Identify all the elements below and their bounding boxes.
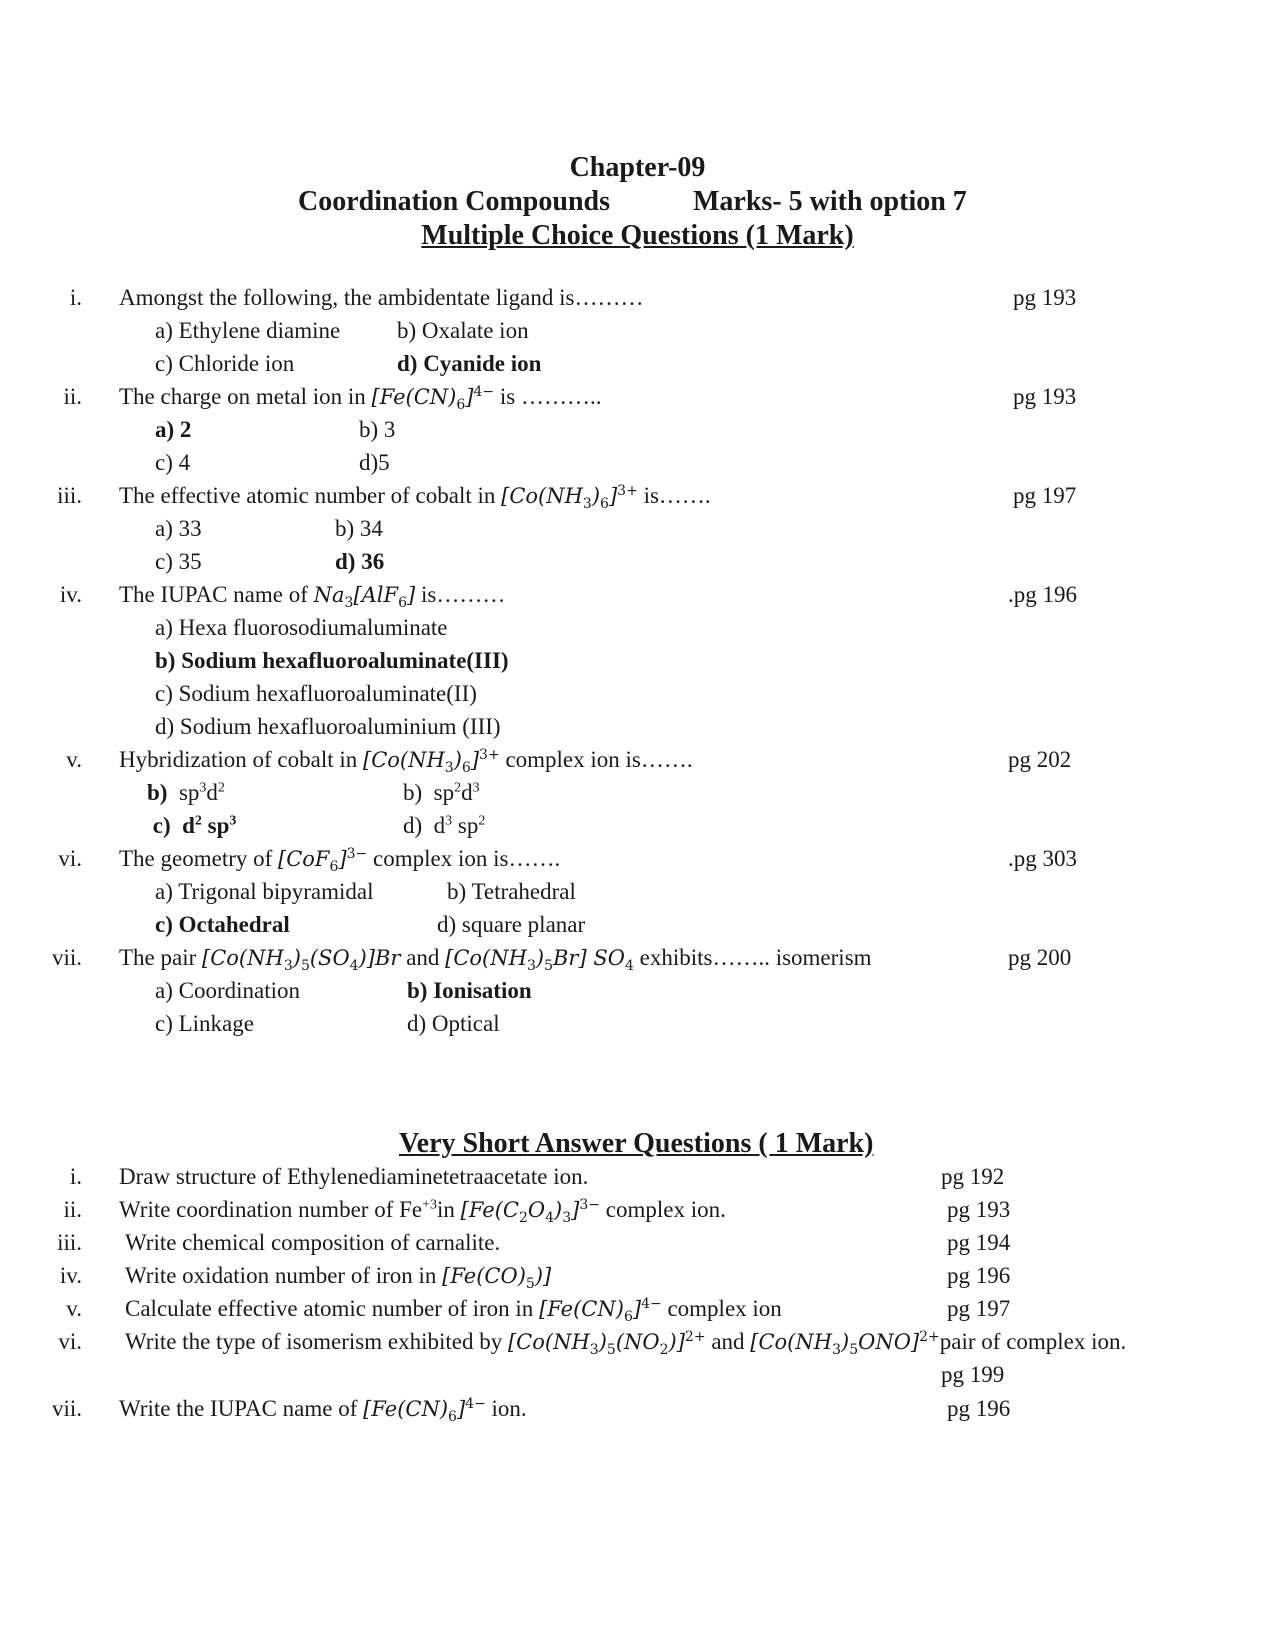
question-text (119, 482, 711, 513)
question-text: Write chemical composition of carnalite. (125, 1230, 501, 1255)
question-text-pre: Hybridization of cobalt in (119, 747, 363, 772)
question-text (119, 845, 561, 876)
question-text-post: complex ion is……. (499, 747, 693, 772)
question-number: vii. (51, 945, 82, 970)
option-a: a) Coordination (155, 978, 300, 1003)
formula-fe-cn6: $[Fe(CN)_6]^{4-}$ (371, 384, 495, 414)
formula-fe-c2o4-3: $[Fe(C_2O_4)_3]^{3-}$ (460, 1197, 600, 1227)
formula-fe-cn6: $[Fe(CN)_6]^{4-}$ (363, 1396, 486, 1426)
question-text-pre: Write coordination number of Fe (119, 1197, 423, 1222)
option-a-correct: a) 2 (155, 417, 192, 442)
option-b: b) $sp^2d^3$ (403, 780, 480, 805)
question-number: iv. (59, 582, 82, 607)
question-number: v. (66, 747, 82, 772)
option-b-correct: b) Sodium hexafluoroaluminate(III) (155, 648, 509, 673)
option-c: c) 35 (155, 549, 202, 574)
option-c: c) Linkage (155, 1011, 254, 1036)
option-d: d) Sodium hexafluoroaluminium (III) (155, 714, 501, 739)
chapter-title: Chapter-09 (569, 152, 706, 183)
question-text (125, 1262, 552, 1293)
option-d: d) square planar (437, 912, 586, 937)
option-d: d)5 (359, 450, 390, 475)
question-text-post: pair of complex ion. (939, 1329, 1127, 1354)
page-ref: pg 193 (947, 1197, 1011, 1222)
question-number: ii. (63, 1197, 82, 1222)
question-text: Draw structure of Ethylenediaminetetraacetate ion. (119, 1164, 589, 1189)
question-number: vi. (58, 846, 82, 871)
question-text-post: is ……….. (494, 384, 602, 409)
question-number: vii. (51, 1396, 82, 1421)
question-text-post: ion. (485, 1396, 527, 1421)
option-letter: d) (403, 813, 423, 838)
question-number: iii. (57, 1230, 82, 1255)
option-b: b) Oxalate ion (397, 318, 529, 343)
question-text (125, 1328, 1127, 1359)
page-ref: pg 197 (947, 1296, 1011, 1321)
question-text-post: complex ion (661, 1296, 782, 1321)
question-number: i. (69, 1164, 82, 1189)
question-text (119, 944, 872, 975)
question-text (119, 1395, 527, 1426)
question-text-post: is……. (637, 483, 711, 508)
question-text-pre: The effective atomic number of cobalt in (119, 483, 502, 508)
question-text-pre: The pair (119, 945, 203, 970)
option-a: a) Trigonal bipyramidal (155, 879, 374, 904)
formula-fe-co5: $[Fe(CO)_5)$] (442, 1264, 552, 1293)
option-c: c) Chloride ion (155, 351, 295, 376)
option-a: b) $sp^3d^2$ (147, 780, 225, 805)
question-text (119, 383, 602, 414)
question-text-post: complex ion. (600, 1197, 726, 1222)
page-ref: pg 194 (947, 1230, 1011, 1255)
formula-co-nh3-5-br-so4: $[Co(NH_3)_5Br]$ $SO_4$ (445, 946, 634, 975)
page-ref: pg 193 (1013, 285, 1077, 310)
option-b: b) 3 (359, 417, 396, 442)
oxidation-state-superscript: +3 (422, 1197, 438, 1213)
question-text (119, 746, 693, 777)
option-d-correct: d) Cyanide ion (397, 351, 542, 376)
question-text-pre: The IUPAC name of (119, 582, 314, 607)
page-ref: pg 202 (1008, 747, 1072, 772)
formula-co-nh3-5-so4-br: $[Co(NH_3)_5(SO_4)]Br$ (202, 946, 401, 975)
question-number: ii. (63, 384, 82, 409)
page-ref: pg 196 (947, 1263, 1011, 1288)
question-number: i. (69, 285, 82, 310)
question-text (119, 581, 506, 612)
question-number: iv. (59, 1263, 82, 1288)
option-c-correct: c) Octahedral (155, 912, 290, 937)
page-ref: pg 197 (1013, 483, 1077, 508)
page-ref: pg 199 (941, 1362, 1005, 1387)
question-text-mid: and (705, 1329, 751, 1354)
page-ref: pg 200 (1008, 945, 1072, 970)
question-text: Amongst the following, the ambidentate ligand is……… (119, 285, 644, 310)
question-text (125, 1295, 782, 1326)
option-letter: b) (147, 780, 168, 805)
option-b-correct: b) Ionisation (407, 978, 532, 1003)
mcq-heading: Multiple Choice Questions (1 Mark) (421, 220, 854, 251)
question-text-pre: Write the type of isomerism exhibited by (125, 1329, 508, 1354)
page-ref: pg 196 (947, 1396, 1011, 1421)
question-text-pre: The geometry of (119, 846, 279, 871)
formula-co-nh3-5-ono: $[Co(NH_3)_5ONO]^{2+}$ (750, 1329, 940, 1359)
marks-label: Marks- 5 with option 7 (693, 186, 967, 217)
formula-na3-alf6: $Na_3[AlF_6]$ (313, 583, 416, 612)
vsa-heading: Very Short Answer Questions ( 1 Mark) (399, 1128, 874, 1159)
page-ref: .pg 303 (1008, 846, 1077, 871)
page-ref: pg 192 (941, 1164, 1005, 1189)
option-letter: c) (152, 813, 171, 838)
formula-co-nh3-6: $[Co(NH_3)_6]^{3+}$ (363, 747, 500, 777)
question-text-mid: in (437, 1197, 461, 1222)
formula-co-nh3-5-no2: $[Co(NH_3)_5(NO_2)]^{2+}$ (507, 1329, 706, 1359)
option-a: a) Hexa fluorosodiumaluminate (155, 615, 448, 640)
question-text (119, 1196, 726, 1227)
option-c: c) Sodium hexafluoroaluminate(II) (155, 681, 477, 706)
page-ref: pg 193 (1013, 384, 1077, 409)
question-text-pre: Write the IUPAC name of (119, 1396, 364, 1421)
question-text-pre: Calculate effective atomic number of iron in (125, 1296, 540, 1321)
option-d: d) Optical (407, 1011, 500, 1036)
option-a: a) 33 (155, 516, 202, 541)
topic-title: Coordination Compounds (298, 186, 610, 217)
option-c-correct: c) $d^2$ $sp^3$ (152, 813, 237, 838)
question-number: vi. (58, 1329, 82, 1354)
page-ref: .pg 196 (1008, 582, 1077, 607)
question-text-pre: The charge on metal ion in (119, 384, 372, 409)
option-d: d) $d^3$ $sp^2$ (403, 813, 486, 838)
option-c: c) 4 (155, 450, 191, 475)
question-number: v. (66, 1296, 82, 1321)
formula-fe-cn6: $[Fe(CN)_6]^{4-}$ (539, 1296, 662, 1326)
formula-co-nh3-6: $[Co(NH_3)_6]^{3+}$ (501, 483, 638, 513)
formula-cof6: $[CoF_6]^{3-}$ (278, 846, 368, 876)
question-text-mid: and (400, 945, 446, 970)
option-b: b) Tetrahedral (447, 879, 576, 904)
question-text-post: is……… (415, 582, 506, 607)
question-number: iii. (57, 483, 82, 508)
question-text-pre: Write oxidation number of iron in (125, 1263, 443, 1288)
question-text-post: complex ion is……. (367, 846, 561, 871)
option-a: a) Ethylene diamine (155, 318, 341, 343)
option-letter: b) (403, 780, 423, 805)
option-b: b) 34 (335, 516, 383, 541)
option-d-correct: d) 36 (335, 549, 385, 574)
question-text-post: exhibits…….. isomerism (633, 945, 872, 970)
